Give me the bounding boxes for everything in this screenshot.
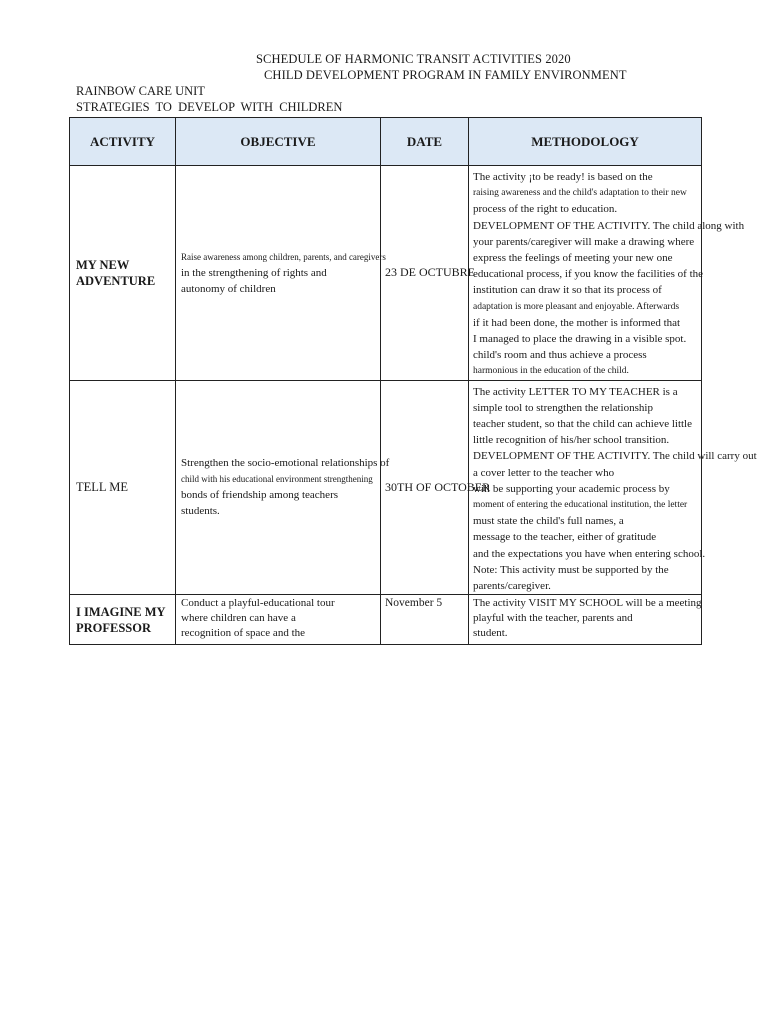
methodology-line: student.: [473, 627, 508, 640]
date-cell: [381, 595, 469, 645]
methodology-line: DEVELOPMENT OF THE ACTIVITY. The child will carry out: [473, 450, 757, 463]
table-row: [70, 595, 702, 645]
methodology-line: I managed to place the drawing in a visible spot.: [473, 333, 687, 346]
methodology-line: parents/caregiver.: [473, 580, 551, 593]
methodology-line: must state the child's full names, a: [473, 515, 624, 528]
activity-date: November 5: [385, 597, 443, 610]
methodology-line: child's room and thus achieve a process: [473, 349, 647, 362]
objective-line: autonomy of children: [181, 282, 276, 295]
objective-line: in the strengthening of rights and: [181, 266, 327, 279]
methodology-line: The activity ¡to be ready! is based on the: [473, 171, 653, 183]
methodology-line: adaptation is more pleasant and enjoyable. Afterwards: [473, 301, 680, 312]
methodology-line: little recognition of his/her school transition.: [473, 434, 670, 447]
objective-line: recognition of space and the: [181, 627, 306, 640]
methodology-line: DEVELOPMENT OF THE ACTIVITY. The child along with: [473, 219, 745, 232]
column-header-methodology: METHODOLOGY: [469, 118, 702, 166]
activity-date: 23 DE OCTUBRE: [385, 265, 475, 280]
date-cell: [381, 380, 491, 595]
methodology-line: express the feelings of meeting your new one: [473, 252, 673, 265]
column-header-date: DATE: [381, 118, 469, 166]
table-row: [70, 380, 702, 595]
page-subtitle: CHILD DEVELOPMENT PROGRAM IN FAMILY ENVIRONMENT: [264, 68, 627, 82]
strategies-heading: STRATEGIES TO DEVELOP WITH CHILDREN: [76, 100, 343, 114]
page-title: SCHEDULE OF HARMONIC TRANSIT ACTIVITIES 2020: [256, 52, 571, 66]
table-row: [70, 166, 702, 381]
methodology-line: teacher student, so that the child can achieve little: [473, 418, 692, 431]
methodology-line: simple tool to strengthen the relationship: [473, 401, 653, 414]
methodology-line: harmonious in the education of the child.: [473, 366, 629, 377]
objective-cell: [176, 380, 390, 595]
activity-name: [70, 604, 175, 636]
methodology-line: educational process, if you know the facilities of the: [473, 268, 704, 281]
methodology-line: your parents/caregiver will make a drawing where: [473, 235, 695, 248]
activity-name: [70, 257, 175, 289]
activity-cell: [70, 595, 176, 645]
activity-name: TELL ME: [76, 480, 128, 495]
activity-name-line: ADVENTURE: [76, 273, 156, 288]
methodology-line: playful with the teacher, parents and: [473, 612, 633, 625]
activity-name-line: MY NEW: [76, 257, 130, 272]
methodology-line: message to the teacher, either of gratitude: [473, 531, 657, 544]
column-header-objective: OBJECTIVE: [176, 118, 381, 166]
activity-name-line: I IMAGINE MY: [76, 604, 166, 619]
objective-line: where children can have a: [181, 612, 296, 625]
objective-line: Raise awareness among children, parents, and caregivers: [181, 251, 386, 262]
methodology-line: if it had been done, the mother is informed that: [473, 316, 681, 329]
methodology-line: The activity LETTER TO MY TEACHER is a: [473, 385, 678, 398]
methodology-line: a cover letter to the teacher who: [473, 466, 615, 479]
methodology-line: institution can draw it so that its process of: [473, 284, 662, 297]
methodology-line: will be supporting your academic process by: [473, 482, 670, 495]
objective-cell: [176, 595, 381, 645]
date-cell: [381, 166, 475, 381]
methodology-line: raising awareness and the child's adaptation to their new: [473, 188, 687, 199]
objective-line: child with his educational environment strengthening: [181, 474, 373, 485]
objective-cell: [176, 166, 386, 381]
objective-line: Strengthen the socio-emotional relationships of: [181, 457, 390, 470]
methodology-line: The activity VISIT MY SCHOOL will be a meeting: [473, 597, 702, 610]
objective-line: students.: [181, 505, 220, 518]
activity-name-line: PROFESSOR: [76, 620, 152, 635]
activity-cell: [70, 380, 176, 595]
schedule-table: [69, 117, 757, 645]
objective-line: bonds of friendship among teachers: [181, 489, 339, 502]
unit-name: RAINBOW CARE UNIT: [76, 84, 205, 98]
activity-cell: [70, 166, 176, 381]
methodology-line: and the expectations you have when entering school.: [473, 547, 706, 560]
methodology-line: moment of entering the educational institution, the letter: [473, 500, 688, 511]
objective-line: Conduct a playful-educational tour: [181, 597, 335, 610]
methodology-cell: [469, 595, 702, 645]
methodology-cell: [469, 166, 745, 381]
activity-date: 30TH OF OCTOBER: [385, 479, 491, 494]
methodology-line: process of the right to education.: [473, 203, 618, 216]
table-header-row: [70, 118, 702, 166]
column-header-activity: ACTIVITY: [70, 118, 176, 166]
methodology-line: Note: This activity must be supported by the: [473, 563, 669, 576]
methodology-cell: [469, 380, 757, 595]
